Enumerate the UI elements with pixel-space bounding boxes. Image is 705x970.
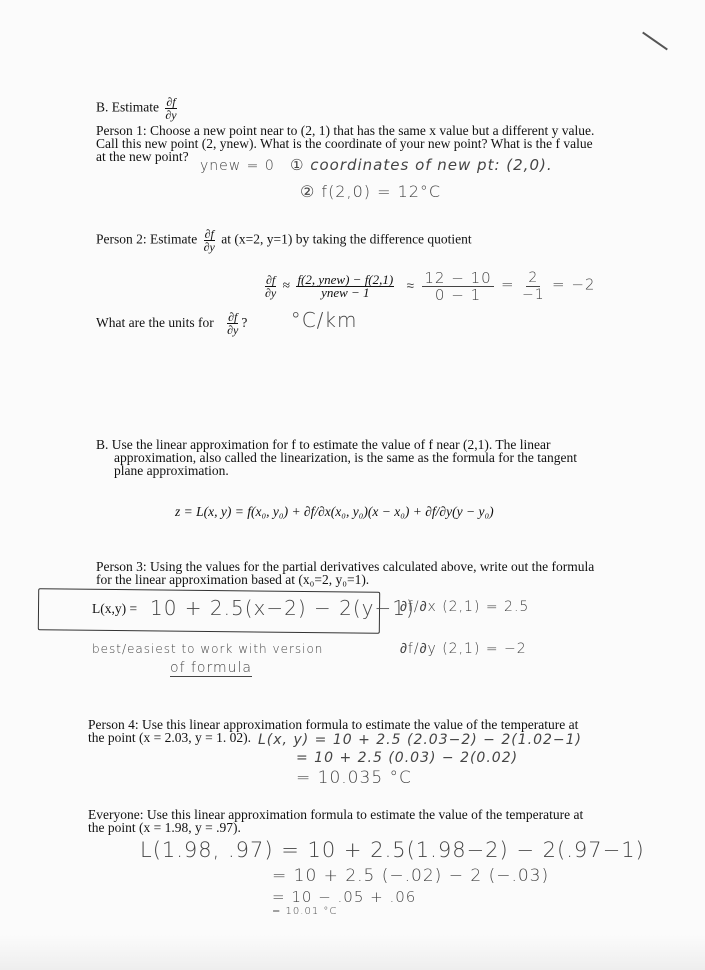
- partial-fraction: [227, 311, 238, 336]
- L-label: L(x,y) =: [92, 601, 138, 616]
- scan-edge: [0, 935, 705, 970]
- everyone-text: [88, 808, 583, 834]
- frac-num: ∂f: [266, 273, 276, 287]
- hw-result: = −2: [552, 275, 596, 294]
- hw-approx: ≈: [406, 277, 416, 294]
- partial-fraction: [265, 274, 276, 299]
- linear-approx-intro: [96, 438, 577, 477]
- partial-fraction: [204, 228, 215, 253]
- text-line: for the linear approximation based at (x₀=2, y₀=1).: [96, 572, 370, 587]
- frac-num: 2: [528, 270, 539, 286]
- frac-den: ∂y: [165, 108, 177, 122]
- frac-den: ynew − 1: [321, 285, 370, 300]
- text-line: B. Use the linear approximation for f to estimate the value of f near (2,1). The linear: [96, 437, 551, 452]
- frac-den: ∂y: [203, 240, 215, 254]
- linearization-formula: z = L(x, y) = f(x₀, y₀) + ∂f/∂x(x₀, y₀)(x − x₀) + ∂f/∂y(y − y₀): [175, 504, 494, 519]
- text: ?: [241, 315, 248, 330]
- hw-dq2-fraction: [522, 270, 545, 303]
- approx-sign: ≈: [282, 277, 291, 293]
- text-line: approximation, also called the linearization, is the same as the formula for the tangent: [114, 450, 577, 465]
- text-line: Person 1: Choose a new point near to (2, 1) that has the same x value but a different y value.: [96, 123, 595, 138]
- text-line: at the new point?: [96, 149, 189, 164]
- hw-dfdx: ∂f/∂x (2,1) = 2.5: [400, 599, 530, 615]
- hw-person4-line: = 10 + 2.5 (0.03) − 2(0.02): [296, 750, 519, 766]
- hw-everyone-line: L(1.98, .97) = 10 + 2.5(1.98−2) − 2(.97−1): [140, 838, 645, 862]
- text-line: plane approximation.: [114, 463, 229, 478]
- frac-den: ∂y: [227, 323, 239, 338]
- hw-f-value: ② f(2,0) = 12°C: [300, 182, 442, 201]
- frac-num: ∂f: [228, 310, 238, 325]
- frac-den: −1: [522, 287, 545, 303]
- partial-fraction: [165, 96, 176, 121]
- frac-den: 0 − 1: [434, 286, 482, 304]
- section-heading-estimate: [96, 96, 180, 121]
- frac-num: ∂f: [204, 227, 214, 241]
- units-question: [96, 308, 358, 336]
- hw-everyone-line: = 10 + 2.5 (−.02) − 2 (−.03): [272, 866, 550, 886]
- text-line: Call this new point (2, ynew). What is the coordinate of your new point? What is the f value: [96, 136, 593, 151]
- text: at (x=2, y=1) by taking the difference quotient: [221, 231, 472, 247]
- hw-note: best/easiest to work with version: [92, 642, 324, 656]
- hw-person4-result: = 10.035 °C: [296, 768, 412, 788]
- hw-equals: =: [501, 275, 515, 294]
- frac-num: 12 − 10: [424, 269, 492, 287]
- text: Person 2: Estimate: [96, 231, 198, 247]
- text-line: Everyone: Use this linear approximation formula to estimate the value of the temperature at: [88, 807, 584, 822]
- hw-everyone-line: = 10 − .05 + .06: [272, 888, 417, 906]
- text-line: the point (x = 1.98, y = .97).: [88, 820, 241, 835]
- dq-fraction: [296, 274, 394, 299]
- hw-everyone-result: = 10.01 °C: [272, 906, 338, 917]
- hw-dfdy: ∂f/∂y (2,1) = −2: [400, 641, 527, 657]
- page-corner-mark: [642, 32, 668, 51]
- frac-num: f(2, ynew) − f(2,1): [297, 272, 394, 287]
- hw-note: of formula: [170, 660, 252, 676]
- hw-L-formula: 10 + 2.5(x−2) − 2(y−1): [150, 596, 415, 620]
- hw-dq-fraction: [422, 270, 493, 303]
- person2-text: [96, 228, 472, 253]
- person3-text: [96, 560, 594, 586]
- hw-ynew: ynew = 0: [200, 158, 275, 174]
- difference-quotient: [262, 270, 595, 303]
- text-line: Person 3: Using the values for the partial derivatives calculated above, write out the formula: [96, 559, 595, 574]
- heading-text: B. Estimate: [96, 99, 159, 115]
- frac-den: ∂y: [265, 286, 277, 300]
- text: What are the units for: [96, 315, 214, 330]
- hw-person4-line: L(x, y) = 10 + 2.5 (2.03−2) − 2(1.02−1): [258, 732, 582, 748]
- text-line: Person 4: Use this linear approximation formula to estimate the value of the temperature at: [88, 717, 579, 732]
- hw-coordinates: ① coordinates of new pt: (2,0).: [290, 156, 553, 174]
- hw-units: °C/km: [290, 308, 358, 332]
- text-line: the point (x = 2.03, y = 1. 02).: [88, 730, 251, 745]
- frac-num: ∂f: [166, 95, 176, 109]
